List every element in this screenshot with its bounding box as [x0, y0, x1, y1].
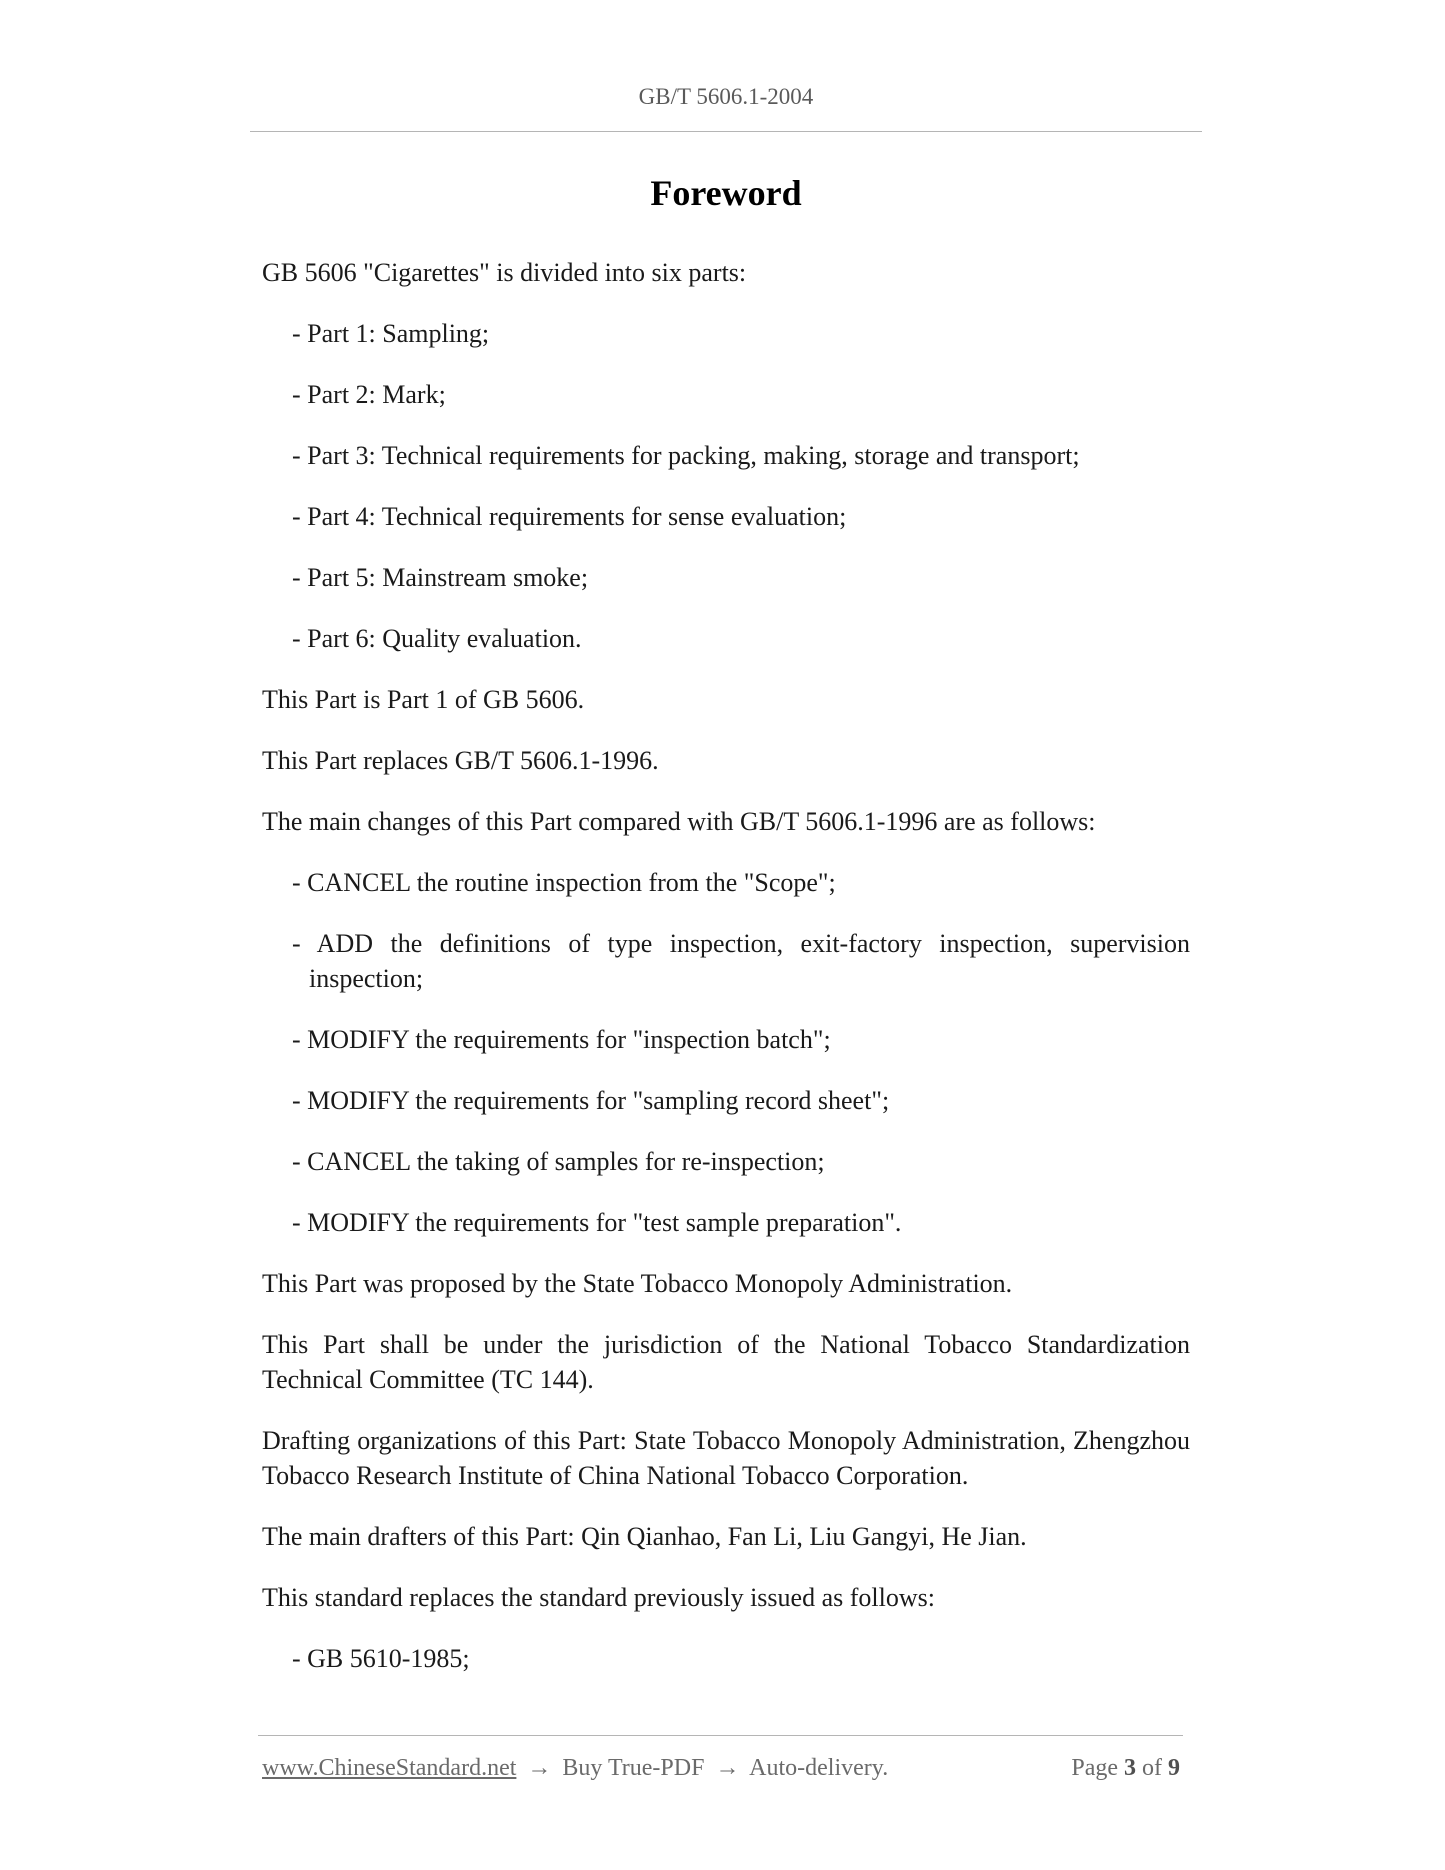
list-item: - GB 5610-1985;: [292, 1644, 470, 1673]
page-of-label: of: [1142, 1755, 1162, 1781]
document-body: [262, 255, 1190, 1702]
body-paragraph: This standard replaces the standard previously issued as follows:: [262, 1583, 935, 1612]
auto-delivery-text: Auto-delivery.: [749, 1755, 889, 1781]
arrow-right-icon: →: [527, 1755, 552, 1781]
list-item: - Part 5: Mainstream smoke;: [292, 563, 589, 592]
arrow-right-icon: →: [715, 1755, 740, 1781]
list-item: - MODIFY the requirements for "inspection batch";: [292, 1025, 831, 1054]
list-item: - CANCEL the routine inspection from the "Scope";: [292, 868, 836, 897]
footer-purchase-line: [262, 1755, 888, 1782]
list-item: - Part 1: Sampling;: [292, 319, 490, 348]
list-item: - CANCEL the taking of samples for re-inspection;: [292, 1147, 825, 1176]
page-label: Page: [1071, 1755, 1118, 1781]
page-header-doc-code: GB/T 5606.1-2004: [638, 84, 814, 109]
body-paragraph: Drafting organizations of this Part: State Tobacco Monopoly Administration, Zhengzhou Tobacco Research Institute of China National Tobacco Corporation.: [262, 1426, 1190, 1490]
buy-true-pdf-text: Buy True-PDF: [562, 1755, 705, 1781]
list-item: - Part 2: Mark;: [292, 380, 446, 409]
footer-divider: [258, 1735, 1183, 1736]
list-item: - Part 4: Technical requirements for sense evaluation;: [292, 502, 847, 531]
list-item: - Part 6: Quality evaluation.: [292, 624, 582, 653]
list-item: - ADD the definitions of type inspection, exit-factory inspection, supervision inspection;: [292, 929, 1190, 993]
body-paragraph: The main drafters of this Part: Qin Qianhao, Fan Li, Liu Gangyi, He Jian.: [262, 1522, 1027, 1551]
header-divider: [250, 131, 1202, 132]
body-paragraph: This Part is Part 1 of GB 5606.: [262, 685, 585, 714]
list-item: - MODIFY the requirements for "test sample preparation".: [292, 1208, 902, 1237]
body-paragraph: This Part was proposed by the State Tobacco Monopoly Administration.: [262, 1269, 1013, 1298]
intro-paragraph: GB 5606 "Cigarettes" is divided into six parts:: [262, 258, 747, 287]
list-item: - MODIFY the requirements for "sampling record sheet";: [292, 1086, 890, 1115]
current-page-number: 3: [1124, 1755, 1136, 1781]
total-pages-number: 9: [1168, 1755, 1180, 1781]
page-title: Foreword: [650, 173, 802, 213]
site-link[interactable]: www.ChineseStandard.net: [262, 1755, 517, 1781]
body-paragraph: This Part shall be under the jurisdiction of the National Tobacco Standardization Technical Committee (TC 144).: [262, 1330, 1190, 1394]
page-counter: [1071, 1755, 1180, 1782]
body-paragraph: The main changes of this Part compared with GB/T 5606.1-1996 are as follows:: [262, 807, 1096, 836]
list-item: - Part 3: Technical requirements for packing, making, storage and transport;: [292, 441, 1080, 470]
body-paragraph: This Part replaces GB/T 5606.1-1996.: [262, 746, 659, 775]
